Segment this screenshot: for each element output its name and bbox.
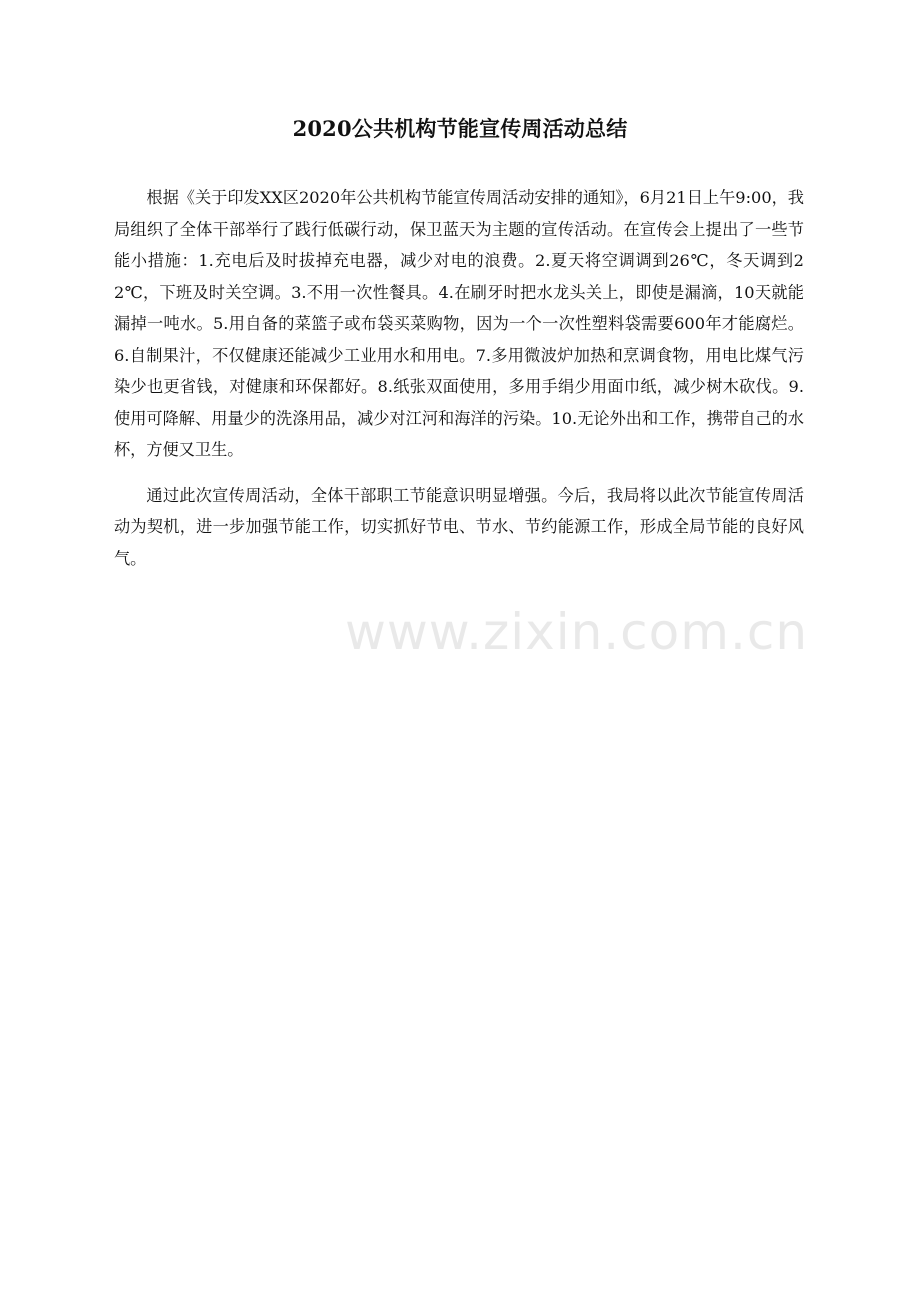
document-body xyxy=(114,182,804,574)
paragraph-conclusion: 通过此次宣传周活动，全体干部职工节能意识明显增强。今后，我局将以此次节能宣传周活动为契机，进一步加强节能工作，切实抓好节电、节水、节约能源工作，形成全局节能的良好风气。 xyxy=(114,485,804,568)
watermark: www.zixin.com.cn xyxy=(345,603,809,661)
document-title: 2020公共机构节能宣传周活动总结 xyxy=(292,116,628,141)
paragraph-activity-summary: 根据《关于印发XX区2020年公共机构节能宣传周活动安排的通知》，6月21日上午9:00，我局组织了全体干部举行了践行低碳行动，保卫蓝天为主题的宣传活动。在宣传会上提出了一些节能小措施：1.充电后及时拔掉充电器，减少对电的浪费。2.夏天将空调调到26℃，冬天调到22℃，下班及时关空调。3.不用一次性餐具。4.在刷牙时把水龙头关上，即使是漏滴，10天就能漏掉一吨水。5.用自备的菜篮子或布袋买菜购物，因为一个一次性塑料袋需要600年才能腐烂。6.自制果汁，不仅健康还能减少工业用水和用电。7.多用微波炉加热和烹调食物，用电比煤气污染少也更省钱，对健康和环保都好。8.纸张双面使用，多用手绢少用面巾纸，减少树木砍伐。9.使用可降解、用量少的洗涤用品，减少对江河和海洋的污染。10.无论外出和工作，携带自己的水杯，方便又卫生。 xyxy=(114,188,804,459)
